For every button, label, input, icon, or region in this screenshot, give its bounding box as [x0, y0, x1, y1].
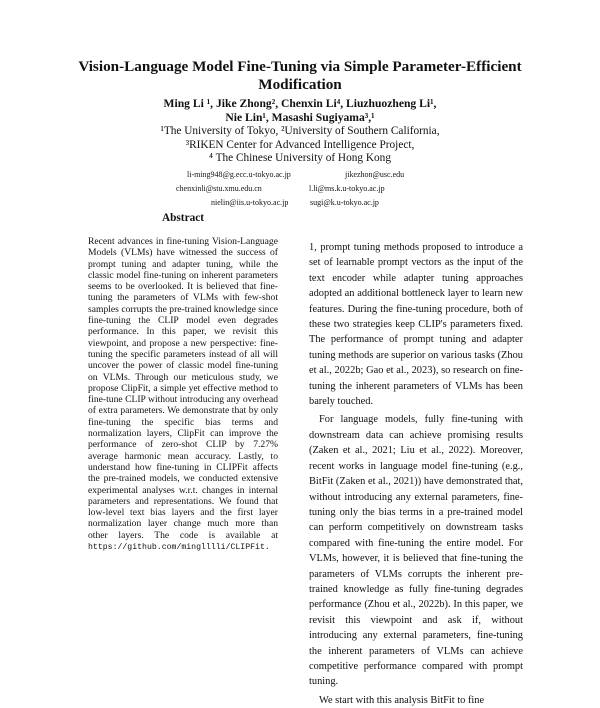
affiliation-line: ⁴ The Chinese University of Hong Kong	[209, 152, 391, 164]
abstract-text: Recent advances in fine-tuning Vision-Language Models (VLMs) have witnessed the success of prompt tuning and adapter tuning, while the classic model fine-tuning on inherent parameters seems to be overlooked. It is believed that fine-tuning the parameters of VLMs with few-shot samples corrupts the pre-trained knowledge since fine-tuning the CLIP model even degrades performance. In this paper, we revisit this viewpoint, and propose a new perspective: fine-tuning the specific parameters instead of all will uncover the power of classic model fine-tuning on VLMs. Through our meticulous study, we propose ClipFit, a simple yet effective method to fine-tune CLIP without introducing any overhead of extra parameters. We demonstrate that by only fine-tuning the specific bias terms and normalization layers, ClipFit can improve the performance of zero-shot CLIP by 7.27% average harmonic mean accuracy. Lastly, to understand how fine-tuning in CLIPFit affects the pre-trained models, we conducted extensive experimental analyses w.r.t. changes in internal parameters and representations. We found that low-level text bias layers and the first layer normalization layer change much more than other layers. The code is available at	[88, 236, 278, 541]
affiliations	[80, 125, 520, 166]
abstract-heading: Abstract	[161, 212, 205, 224]
body-column-right	[309, 240, 523, 706]
body-paragraph: We start with this analysis BitFit to fine	[319, 694, 485, 706]
email-address: li-ming948@g.ecc.u-tokyo.ac.jp	[187, 170, 291, 179]
email-address: chenxinli@stu.xmu.edu.cn	[176, 184, 262, 193]
authors-line-1: Ming Li ¹, Jike Zhong², Chenxin Li⁴, Liuzhuozheng Li¹,	[163, 97, 437, 110]
abstract-body	[88, 236, 278, 553]
paper-title: Vision-Language Model Fine-Tuning via Simple Parameter-Efficient Modification	[78, 58, 522, 93]
author-list	[80, 97, 520, 125]
authors-line-2: Nie Lin¹, Masashi Sugiyama³,¹	[225, 111, 375, 124]
email-address: nielin@iis.u-tokyo.ac.jp	[211, 198, 289, 207]
affiliation-line: ¹The University of Tokyo, ²University of Southern California,	[160, 125, 440, 137]
email-address: jikezhon@usc.edu	[345, 170, 405, 179]
body-paragraph: 1, prompt tuning methods proposed to introduce a set of learnable prompt vectors as the input of the text encoder while adapter tuning approaches adopted an additional bottleneck layer to learn new features. During the fine-tuning procedure, both of these two strategies keep CLIP's parameters fixed. The performance of prompt tuning and adapter tuning methods are superior on various tasks (Zhou et al., 2022b; Gao et al., 2023), so research on fine-tuning the inherent parameters of VLMs has been barely touched.	[309, 242, 523, 408]
body-paragraph: For language models, fully fine-tuning with downstream data can achieve promising results (Zaken et al., 2021; Liu et al., 2022). Moreover, recent works in language model fine-tuning (e.g., BitFit (Zaken et al., 2021)) have demonstrated that, without introducing any external parameters, fine-tuning only the bias terms in a pre-trained model can perform competitively on downstream tasks compared with fine-tuning the entire model. For VLMs, however, it is believed that fine-tuning the parameters of VLMs corrupts the inherent pre-trained knowledge as fully fine-tuning degrades performance (Zhou et al., 2022b). In this paper, we revisit this viewpoint and ask if, without introducing any external parameters, fine-tuning the inherent parameters of VLMs can achieve competitive performance compared with prompt tuning.	[309, 414, 523, 688]
code-link[interactable]: https://github.com/minglllli/CLIPFit.	[88, 543, 270, 553]
email-address: sugi@k.u-tokyo.ac.jp	[310, 198, 379, 207]
affiliation-line: ³RIKEN Center for Advanced Intelligence Project,	[185, 138, 415, 151]
email-address: l.li@ms.k.u-tokyo.ac.jp	[309, 184, 385, 193]
